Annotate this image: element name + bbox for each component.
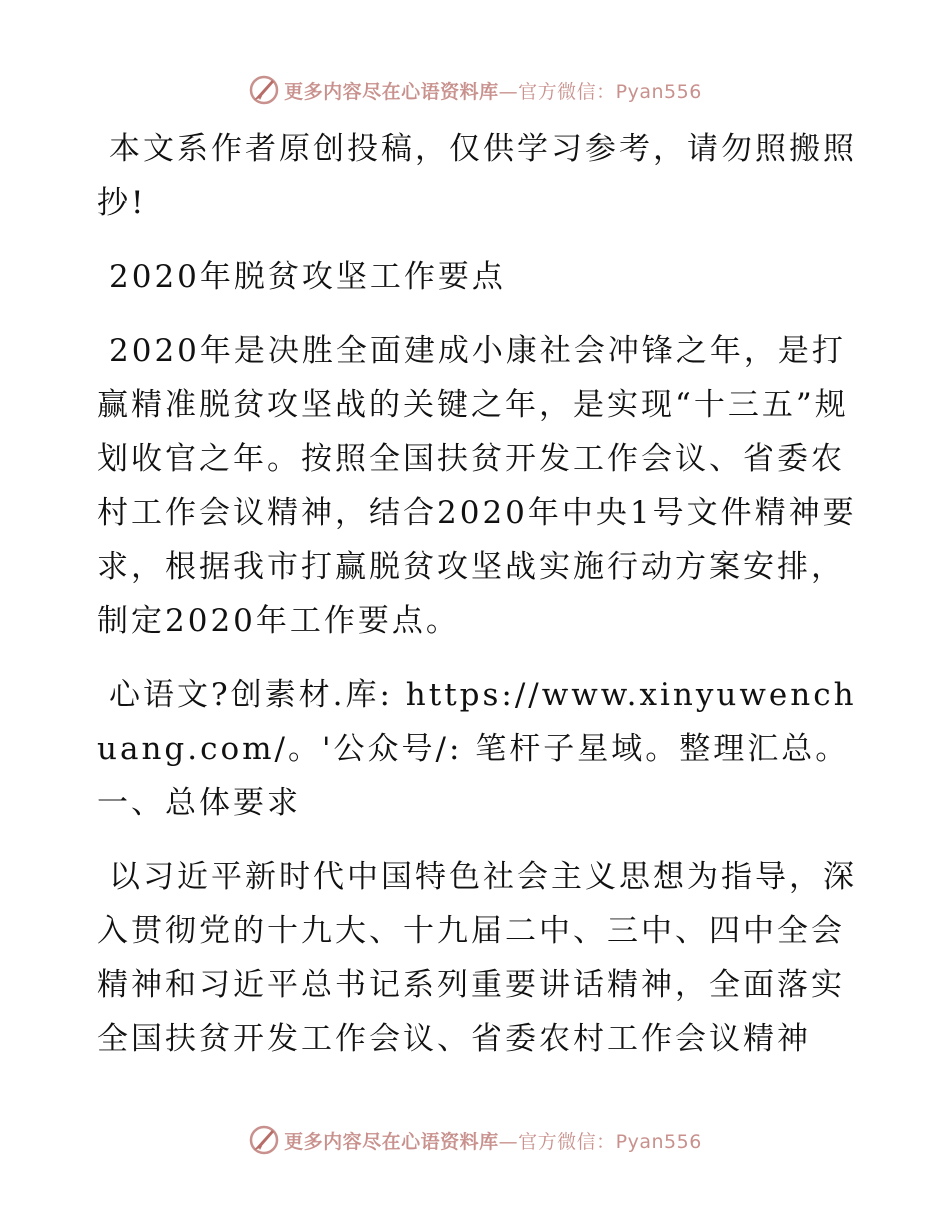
intro-paragraph: 2020年是决胜全面建成小康社会冲锋之年，是打赢精准脱贫攻坚战的关键之年，是实现“十三五”规划收官之年。按照全国扶贫开发工作会议、省委农村工作会议精神，结合2020年中央1号文件精神要求，根据我市打赢脱贫攻坚战实施行动方案安排，制定2020年工作要点。 xyxy=(97,333,857,639)
document-body xyxy=(97,122,857,1086)
feather-pen-logo-icon xyxy=(248,74,280,106)
footer-banner-text: 更多内容尽在心语资料库—官方微信：Pyan556 xyxy=(284,1130,702,1153)
footer-banner xyxy=(0,1118,950,1162)
copyright-notice: 本文系作者原创投稿，仅供学习参考，请勿照搬照抄! xyxy=(97,131,857,221)
source-note-paragraph: 心语文?创素材.库: https://www.xinyuwenchuang.com/。'公众号/: 笔杆子星域。整理汇总。一、总体要求 xyxy=(97,677,857,821)
header-banner-text: 更多内容尽在心语资料库—官方微信：Pyan556 xyxy=(284,80,702,103)
feather-pen-logo-icon xyxy=(248,1124,280,1156)
general-requirements-paragraph: 以习近平新时代中国特色社会主义思想为指导，深入贯彻党的十九大、十九届二中、三中、四中全会精神和习近平总书记系列重要讲话精神，全面落实全国扶贫开发工作会议、省委农村工作会议精神 xyxy=(97,859,857,1057)
header-banner xyxy=(0,68,950,112)
document-title: 2020年脱贫攻坚工作要点 xyxy=(109,259,506,295)
